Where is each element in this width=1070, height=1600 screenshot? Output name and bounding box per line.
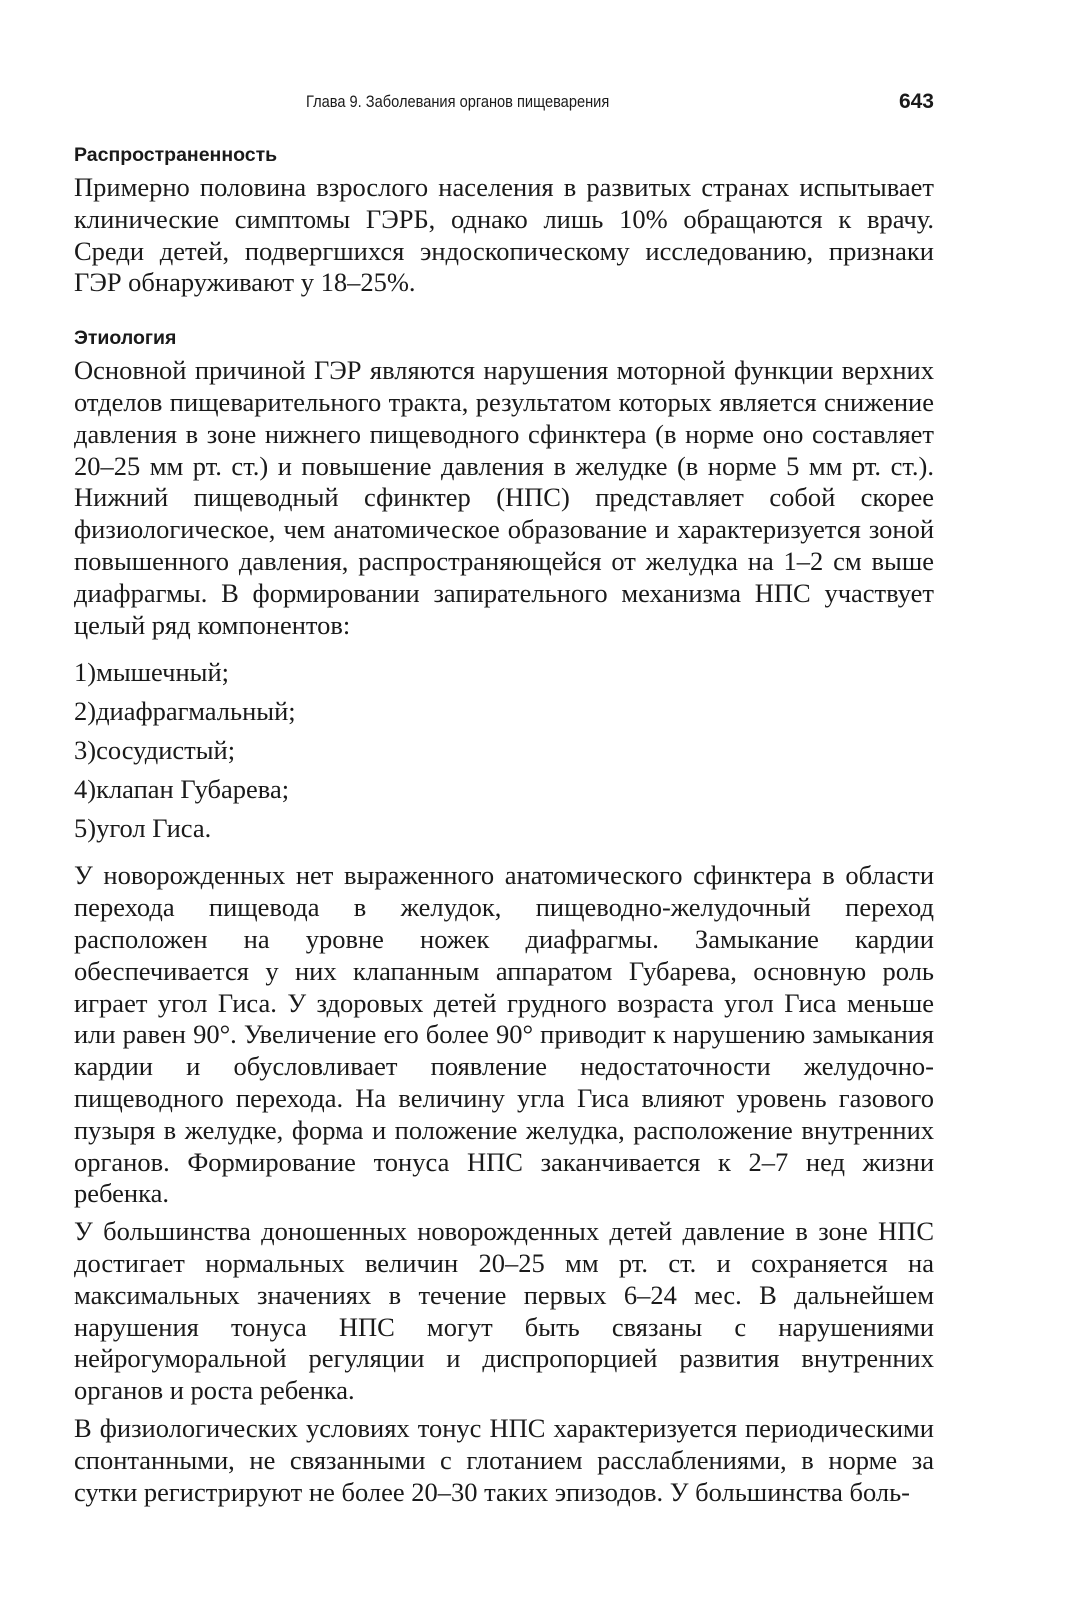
paragraph: В физиологических условиях тонус НПС характеризуется периодическими спонтанными, не связанными с глотанием расслаблениями, в норме за сутки регистрируют не более 20–30 таких эпизодов. У большинства боль- — [74, 1412, 934, 1507]
paragraph: У большинства доношенных новорожденных детей давление в зоне НПС достигает нормальных величин 20–25 мм рт. ст. и сохраняется на максимальных значениях в течение первых 6–24 мес. В дальнейшем нарушения тонуса НПС могут быть связаны с нарушениями нейрогуморальной регуляции и диспропорцией развития внутренних органов и роста ребенка. — [74, 1216, 934, 1406]
list-item: 2)диафрагмальный; — [74, 696, 296, 727]
list-item: 1)мышечный; — [74, 657, 230, 688]
section-heading-etiology: Этиология — [74, 327, 177, 350]
running-title: Глава 9. Заболевания органов пищеварения — [306, 92, 610, 111]
list-item: 4)клапан Губарева; — [74, 774, 290, 805]
component-list — [74, 653, 934, 848]
paragraph: У новорожденных нет выраженного анатомического сфинктера в области перехода пищевода в желудок, пищеводно-желудочный переход расположен на уровне ножек диафрагмы. Замыкание кардии обеспечивается у них клапанным аппаратом Губарева, основную роль играет угол Гиса. У здоровых детей грудного возраста угол Гиса меньше или равен 90°. Увеличение его более 90° приводит к нарушению замыкания кардии и обусловливает появление недостаточности желудочно-пищеводного перехода. На величину угла Гиса влияют уровень газового пузыря в желудке, форма и положение желудка, расположение внутренних органов. Формирование тонуса НПС заканчивается к 2–7 нед жизни ребенка. — [74, 860, 934, 1209]
section-heading-prevalence: Распространенность — [74, 144, 278, 166]
page-content — [74, 142, 934, 1508]
list-item: 5)угол Гиса. — [74, 813, 212, 844]
list-item: 3)сосудистый; — [74, 735, 236, 766]
paragraph: Основной причиной ГЭР являются нарушения моторной функции верхних отделов пищеварительного тракта, результатом которых является снижение давления в зоне нижнего пищеводного сфинктера (в норме оно составляет 20–25 мм рт. ст.) и повышение давления в желудке (в норме 5 мм рт. ст.). Нижний пищеводный сфинктер (НПС) представляет собой скорее физиологическое, чем анатомическое образование и характеризуется зоной повышенного давления, распространяющейся от желудка на 1–2 см выше диафрагмы. В формировании запирательного механизма НПС участвует целый ряд компонентов: — [74, 355, 934, 640]
running-head — [0, 92, 1070, 122]
page-number: 643 — [898, 90, 934, 113]
paragraph: Примерно половина взрослого населения в развитых странах испытывает клинические симптомы ГЭРБ, однако лишь 10% обращаются к врачу. Среди детей, подвергшихся эндоскопическому исследованию, признаки ГЭР обнаруживают у 18–25%. — [74, 172, 934, 298]
